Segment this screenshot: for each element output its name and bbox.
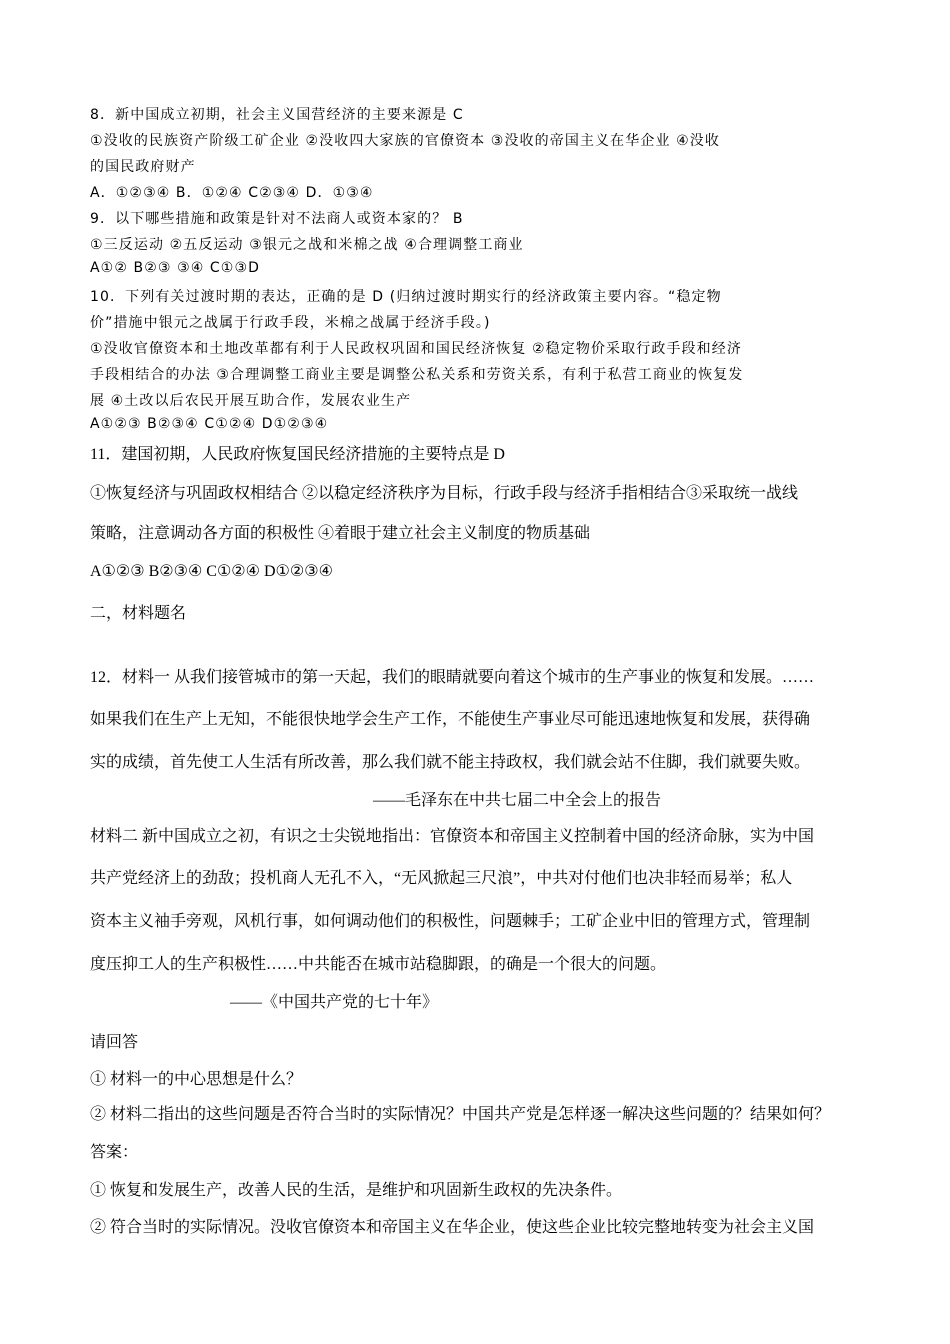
q10-options-line2: 手段相结合的办法 ③合理调整工商业主要是调整公私关系和劳资关系，有利于私营工商业的恢复发 xyxy=(90,367,744,383)
answer1: ① 恢复和发展生产，改善人民的生活，是维护和巩固新生政权的先决条件。 xyxy=(90,1182,623,1199)
q12-material1-line1: 12．材料一 从我们接管城市的第一天起，我们的眼睛就要向着这个城市的生产事业的恢复和发展。…… xyxy=(90,669,815,686)
q8-options-line2: 的国民政府财产 xyxy=(90,159,196,175)
answer-label: 答案： xyxy=(90,1144,139,1161)
q8-stem: 8．新中国成立初期，社会主义国营经济的主要来源是 C xyxy=(90,107,464,123)
q10-options-line3: 展 ④土改以后农民开展互助合作，发展农业生产 xyxy=(90,393,412,409)
q9-stem: 9．以下哪些措施和政策是针对不法商人或资本家的？ B xyxy=(90,211,464,227)
q12-material2-source: ——《中国共产党的七十年》 xyxy=(230,994,439,1011)
answer2: ② 符合当时的实际情况。没收官僚资本和帝国主义在华企业，使这些企业比较完整地转变为社会主义国 xyxy=(90,1219,815,1236)
section-heading: 二，材料题名 xyxy=(90,605,187,622)
q11-stem: 11．建国初期，人民政府恢复国民经济措施的主要特点是 D xyxy=(90,446,505,463)
q12-material2-line2: 共产党经济上的劲敌；投机商人无孔不入，“无风掀起三尺浪”，中共对付他们也决非轻而易举；私人 xyxy=(90,870,793,887)
q12-material1-source: ——毛泽东在中共七届二中全会上的报告 xyxy=(373,792,662,809)
q12-question2: ② 材料二指出的这些问题是否符合当时的实际情况？中国共产党是怎样逐一解决这些问题的？结果如何？ xyxy=(90,1106,831,1123)
q12-material1-line3: 实的成绩，首先使工人生活有所改善，那么我们就不能主持政权，我们就会站不住脚，我们就要失败。 xyxy=(90,754,811,771)
q12-material2-line4: 度压抑工人的生产积极性……中共能否在城市站稳脚跟，的确是一个很大的问题。 xyxy=(90,956,667,973)
q11-answer-choices: A①②③ B②③④ C①②④ D①②③④ xyxy=(90,563,333,580)
q10-options-line1: ①没收官僚资本和土地改革都有利于人民政权巩固和国民经济恢复 ②稳定物价采取行政手段和经济 xyxy=(90,341,742,357)
q12-ask-label: 请回答 xyxy=(90,1034,139,1051)
q10-answer-choices: A①②③ B②③④ C①②④ D①②③④ xyxy=(90,416,329,432)
q12-material2-line1: 材料二 新中国成立之初，有识之士尖锐地指出：官僚资本和帝国主义控制着中国的经济命脉，实为中国 xyxy=(90,828,815,845)
q10-stem-line2: 价”措施中银元之战属于行政手段，米棉之战属于经济手段。) xyxy=(90,315,491,331)
q12-material2-line3: 资本主义袖手旁观，风机行事，如何调动他们的积极性，问题棘手；工矿企业中旧的管理方式，管理制 xyxy=(90,913,811,930)
q9-options: ①三反运动 ②五反运动 ③银元之战和米棉之战 ④合理调整工商业 xyxy=(90,237,524,253)
q9-answer-choices: A①② B②③ ③④ C①③D xyxy=(90,260,260,276)
q11-options-line1: ①恢复经济与巩固政权相结合 ②以稳定经济秩序为目标，行政手段与经济手指相结合③采取统一战线 xyxy=(90,485,799,502)
q8-answer-choices: A．①②③④ B．①②④ C②③④ D．①③④ xyxy=(90,185,374,201)
q8-options-line1: ①没收的民族资产阶级工矿企业 ②没收四大家族的官僚资本 ③没收的帝国主义在华企业 ④没收 xyxy=(90,133,720,149)
q12-material1-line2: 如果我们在生产上无知，不能很快地学会生产工作，不能使生产事业尽可能迅速地恢复和发展，获得确 xyxy=(90,711,811,728)
q10-stem-line1: 10．下列有关过渡时期的表达，正确的是 D (归纳过渡时期实行的经济政策主要内容。“稳定物 xyxy=(90,289,722,305)
q12-question1: ① 材料一的中心思想是什么？ xyxy=(90,1071,303,1088)
q11-options-line2: 策略，注意调动各方面的积极性 ④着眼于建立社会主义制度的物质基础 xyxy=(90,525,591,542)
